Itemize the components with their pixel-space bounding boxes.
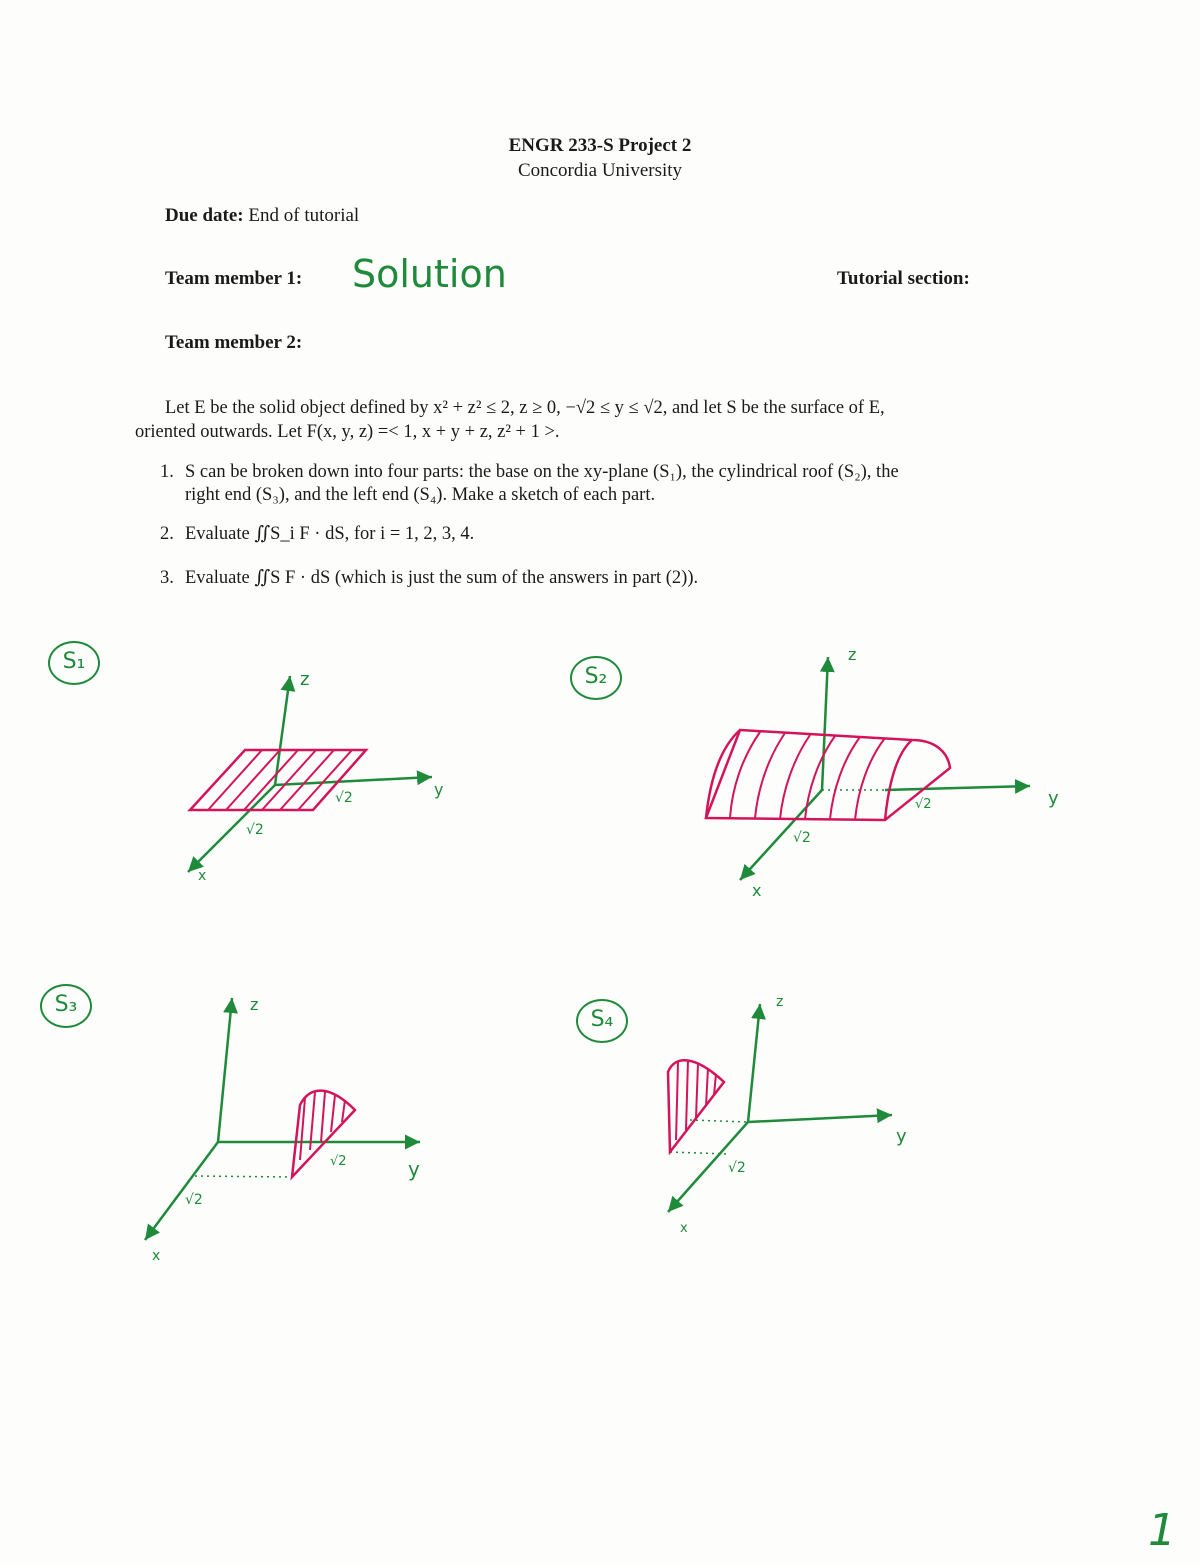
s1-z-label: z bbox=[300, 669, 310, 690]
s4-label: S₄ bbox=[576, 999, 628, 1043]
s1-sketch bbox=[188, 669, 443, 884]
s4-mark-1: √2 bbox=[728, 1160, 746, 1176]
item-3-text: Evaluate ∬S F · dS (which is just the sum of the answers in part (2)). bbox=[185, 568, 699, 588]
s3-mark-1: √2 bbox=[330, 1154, 347, 1169]
s4-y-label: y bbox=[896, 1126, 907, 1147]
s2-mark-1: √2 bbox=[915, 797, 932, 812]
s4-z-label: z bbox=[776, 994, 784, 1010]
s2-z-axis bbox=[822, 657, 828, 790]
tutorial-section-label: Tutorial section: bbox=[837, 268, 970, 289]
team-member-2-label: Team member 2: bbox=[165, 332, 303, 353]
s2-mark-2: √2 bbox=[793, 830, 811, 846]
team-member-1-value: Solution bbox=[352, 252, 507, 296]
s2-y-label: y bbox=[1048, 788, 1059, 809]
s2-roof bbox=[706, 730, 950, 820]
s3-mark-2: √2 bbox=[185, 1192, 203, 1208]
document-subtitle: Concordia University bbox=[517, 160, 683, 181]
s1-y-label: y bbox=[434, 780, 444, 799]
document-title: ENGR 233-S Project 2 bbox=[508, 135, 692, 156]
page-number: 1 bbox=[1148, 1505, 1176, 1556]
item-3-number: 3. bbox=[160, 568, 174, 588]
s2-x-label: x bbox=[752, 881, 762, 900]
s1-mark-2: √2 bbox=[246, 822, 264, 838]
problem-line-2: oriented outwards. Let F(x, y, z) =< 1, x + y + z, z² + 1 >. bbox=[135, 422, 560, 442]
problem-line-1: Let E be the solid object defined by x² + z² ≤ 2, z ≥ 0, −√2 ≤ y ≤ √2, and let S be the surface of E, bbox=[165, 398, 885, 418]
due-date-label: Due date: bbox=[165, 205, 244, 226]
s1-x-label: x bbox=[198, 868, 207, 884]
s3-x-label: x bbox=[152, 1248, 161, 1264]
s3-z-axis bbox=[218, 998, 232, 1142]
team-member-1-label: Team member 1: bbox=[165, 268, 303, 289]
s3-y-label: y bbox=[408, 1157, 420, 1181]
s4-x-label: x bbox=[680, 1221, 688, 1236]
s4-y-axis bbox=[748, 1115, 892, 1122]
due-date-value: End of tutorial bbox=[248, 205, 360, 226]
s3-sketch bbox=[145, 995, 420, 1264]
item-1-line-1: S can be broken down into four parts: the base on the xy-plane (S₁), the cylindrical roof (S₂), the bbox=[185, 462, 899, 482]
item-2-number: 2. bbox=[160, 524, 174, 544]
s4-z-axis bbox=[748, 1004, 760, 1122]
s1-mark-1: √2 bbox=[335, 790, 353, 806]
s3-x-axis bbox=[145, 1142, 218, 1240]
s2-z-label: z bbox=[848, 645, 857, 664]
s2-label: S₂ bbox=[570, 656, 622, 700]
s1-label: S₁ bbox=[48, 641, 100, 685]
item-2-text: Evaluate ∬S_i F · dS, for i = 1, 2, 3, 4. bbox=[185, 524, 475, 544]
s3-z-label: z bbox=[250, 995, 259, 1014]
s4-sketch bbox=[668, 994, 907, 1236]
s1-y-axis bbox=[275, 777, 432, 785]
s2-y-axis bbox=[885, 786, 1030, 790]
s2-sketch bbox=[706, 645, 1059, 900]
s3-label: S₃ bbox=[40, 984, 92, 1028]
item-1-number: 1. bbox=[160, 462, 174, 482]
item-1-line-2: right end (S₃), and the left end (S₄). Make a sketch of each part. bbox=[185, 485, 656, 505]
